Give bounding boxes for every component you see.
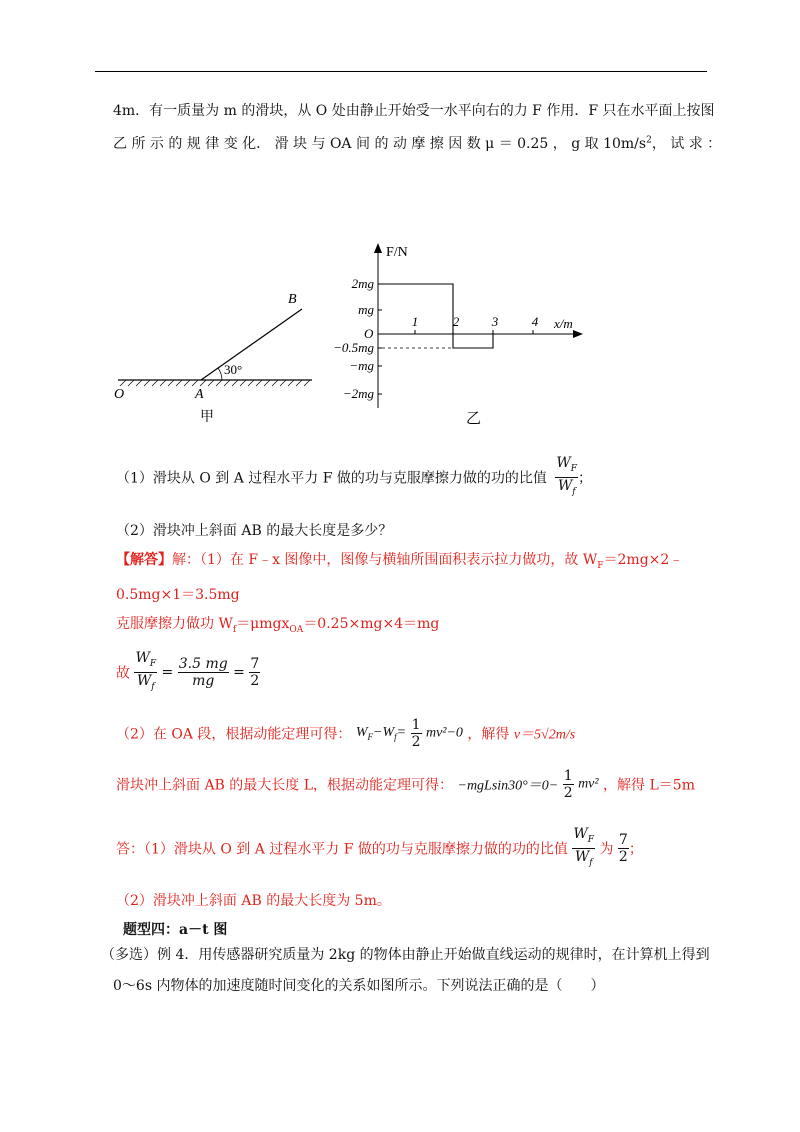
x-tick-3: 3 bbox=[491, 314, 499, 329]
x-axis-label: x/m bbox=[554, 316, 573, 331]
ground-hatching bbox=[120, 380, 310, 386]
answer-friction-work: 克服摩擦力做功 $W_f=\mu mgx_{OA}=0.25\times mg\times 4=mg$ bbox=[116, 616, 440, 635]
force-curve bbox=[378, 284, 493, 348]
y-tick-neg-2mg: −2mg bbox=[342, 386, 374, 401]
answer-final-1: 答：（1）滑块从 O 到 A 过程水平力 F 做的功与克服摩擦力做的功的比值 $\frac{W_F}{W_f}$ 为 $\frac{7}{2}$ ； bbox=[116, 826, 643, 868]
y-tick-2mg: 2mg bbox=[351, 276, 374, 291]
caption-jia: 甲 bbox=[200, 410, 214, 425]
origin-label: O bbox=[364, 326, 374, 341]
figure-jia bbox=[112, 285, 317, 425]
question-1: （1）滑块从 O 到 A 过程水平力 F 做的功与克服摩擦力做的功的比值 $\frac{W_F}{W_f}$ ； bbox=[116, 455, 593, 497]
y-tick-neg-mg: −mg bbox=[349, 358, 374, 373]
x-axis-arrow bbox=[573, 330, 583, 338]
label-A: A bbox=[195, 387, 204, 402]
y-tick-neg-0-5mg: −0.5mg bbox=[333, 340, 374, 355]
answer-final-2: （2）滑块冲上斜面 AB 的最大长度为 5m。 bbox=[116, 893, 391, 909]
incline-AB bbox=[201, 309, 302, 380]
x-tick-2: 2 bbox=[452, 314, 460, 329]
answer-p1-cont: 0.5mg×1＝3.5mg bbox=[116, 587, 240, 603]
caption-yi: 乙 bbox=[466, 411, 482, 427]
x-tick-4: 4 bbox=[531, 314, 539, 329]
y-tick-mg: mg bbox=[358, 302, 374, 317]
answer-p1: 【解答】解：（1）在 F﹣x 图像中，图像与横轴所围面积表示拉力做功，故 $W_F=2mg\times 2﹣$ bbox=[116, 552, 684, 571]
problem-line-1: 4m．有一质量为 m 的滑块，从 O 处由静止开始受一水平向右的力 F 作用．F 只在水平面上按图 bbox=[113, 103, 715, 119]
y-axis-label: F/N bbox=[386, 245, 408, 260]
question-2: （2）滑块冲上斜面 AB 的最大长度是多少？ bbox=[116, 523, 393, 539]
problem-line-2: 乙 所 示 的 规 律 变 化． 滑 块 与 OA 间 的 动 摩 擦 因 数 μ ＝ 0.25 ， g 取 $10m/s^2$， 试 求 ： bbox=[113, 135, 722, 152]
section-heading: 题型四：a－t 图 bbox=[123, 922, 228, 938]
y-axis-arrow bbox=[374, 243, 382, 253]
answer-p3: 滑块冲上斜面 AB 的最大长度 L，根据动能定理可得： −mgLsin30°＝0− $\frac{1}{2}$ mv² ，解得 L＝5m bbox=[116, 768, 695, 801]
label-O: O bbox=[114, 387, 125, 402]
x-tick-1: 1 bbox=[411, 314, 419, 329]
figure-yi bbox=[318, 240, 593, 430]
example-4-line-2: 0～6s 内物体的加速度随时间变化的关系如图所示。下列说法正确的是（ ） bbox=[113, 978, 605, 994]
answer-tag: 【解答】 bbox=[116, 552, 172, 568]
example-4-line-1: （多选）例 4．用传感器研究质量为 2kg 的物体由静止开始做直线运动的规律时，在计算机上得到 bbox=[101, 947, 710, 963]
angle-arc bbox=[218, 368, 222, 380]
label-B: B bbox=[288, 292, 297, 307]
angle-label: 30° bbox=[224, 362, 243, 377]
header-rule bbox=[95, 71, 707, 72]
answer-p2: （2）在 OA 段，根据动能定理可得： $W_F-W_f=$ $\frac{1}{2}$ mv²−0 ，解得 v＝5√2m/s bbox=[116, 717, 576, 750]
answer-ratio: 故 $\frac{W_F}{W_f}$ = $\frac{3.5 mg}{mg}$ = $\frac{7}{2}$ bbox=[116, 650, 260, 692]
